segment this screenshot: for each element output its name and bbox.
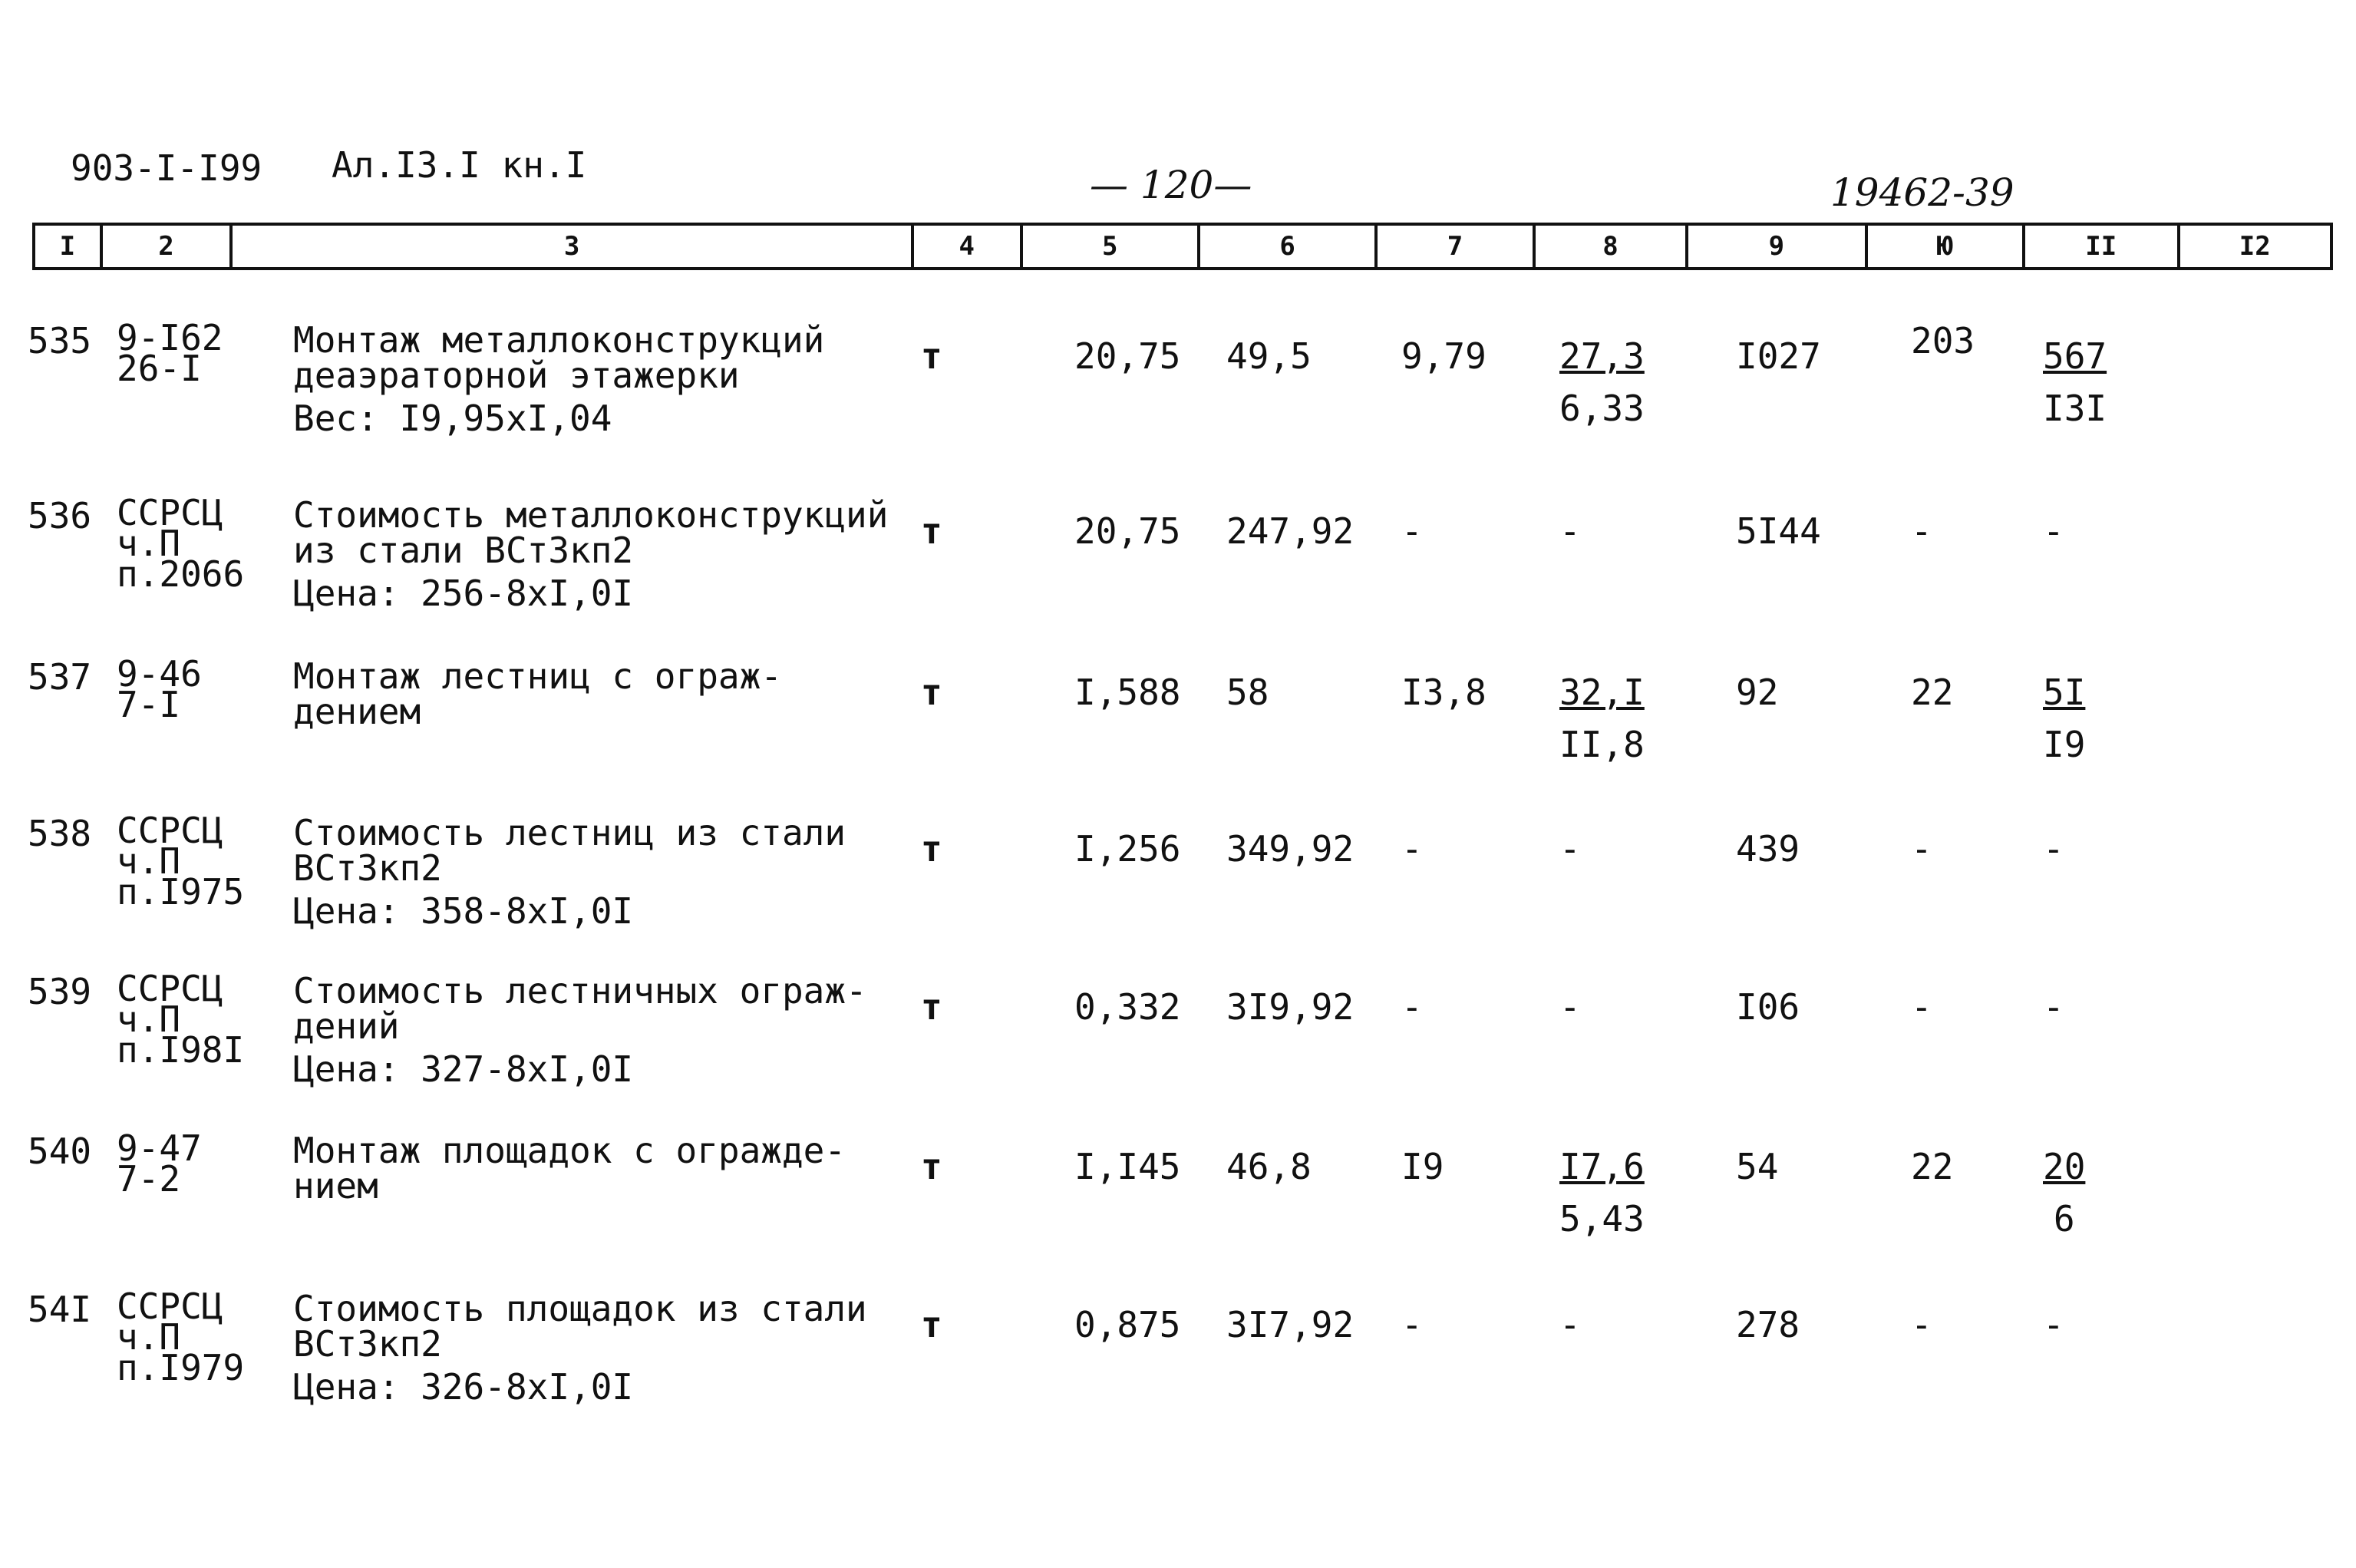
col-11-top: -	[2043, 986, 2064, 1028]
column-header-row	[32, 223, 2333, 270]
col-8-value	[1559, 1306, 1581, 1343]
col-8-bottom: 6,33	[1559, 388, 1645, 429]
document-code: 903-I-I99	[71, 147, 262, 189]
description-line: ВСт3кп2	[293, 1323, 442, 1365]
norm-code-line: 9-I62	[117, 317, 223, 358]
col-8-top: 32,I	[1559, 672, 1645, 713]
row-number: 536	[28, 495, 92, 536]
norm-code-line: п.I98I	[117, 1029, 245, 1071]
document-number: 19462-39	[1830, 170, 2014, 215]
col-11-top: -	[2043, 1304, 2064, 1345]
col-11-bottom: I3I	[2043, 388, 2107, 429]
description-line: дением	[293, 691, 421, 732]
col-8-value	[1559, 335, 1645, 429]
total-cost: I027	[1736, 335, 1821, 377]
norm-code	[117, 653, 202, 725]
col-8-top: -	[1559, 828, 1581, 870]
row-number: 538	[28, 813, 92, 854]
row-number: 54I	[28, 1289, 92, 1330]
quantity: 20,75	[1074, 510, 1181, 552]
description-line: Стоимость металлоконструкций	[293, 494, 889, 536]
work-description	[293, 655, 782, 732]
total-cost: 54	[1736, 1146, 1779, 1187]
norm-code-line: ССРСЦ	[117, 1286, 223, 1327]
work-description	[293, 812, 846, 932]
description-line: Стоимость площадок из стали	[293, 1288, 867, 1329]
column-header: Ю	[1868, 226, 2025, 267]
row-number: 537	[28, 656, 92, 698]
col-8-value	[1559, 1146, 1645, 1240]
description-line: ВСт3кп2	[293, 847, 442, 889]
col-7-value: -	[1401, 510, 1423, 552]
column-header: I2	[2239, 231, 2271, 262]
column-header: 7	[1378, 226, 1535, 267]
norm-code	[117, 492, 245, 595]
quantity: I,I45	[1074, 1146, 1181, 1187]
col-11-top: 20	[2043, 1146, 2086, 1187]
row-number: 539	[28, 971, 92, 1012]
description-line: нием	[293, 1165, 378, 1207]
col-11-value	[2043, 510, 2064, 552]
quantity: 20,75	[1074, 335, 1181, 377]
col-8-top: I7,6	[1559, 1146, 1645, 1187]
unit-cost: 247,92	[1226, 510, 1355, 552]
col-7-value: I3,8	[1401, 672, 1487, 713]
col-11-value	[2043, 674, 2085, 763]
col-10-value: 22	[1911, 1146, 1954, 1187]
description-line: дений	[293, 1005, 400, 1047]
norm-code-line: ч.П	[117, 523, 181, 564]
col-8-bottom: II,8	[1559, 724, 1645, 765]
col-10-value: -	[1911, 1304, 1932, 1345]
total-cost: 278	[1736, 1304, 1800, 1345]
col-11-value	[2043, 828, 2064, 870]
row-number: 535	[28, 320, 92, 361]
work-description	[293, 1130, 846, 1207]
norm-code	[117, 1127, 202, 1200]
col-8-top: -	[1559, 1304, 1581, 1345]
norm-code-line: п.I979	[117, 1347, 245, 1388]
col-10-value: 22	[1911, 672, 1954, 713]
unit-cost: 58	[1226, 672, 1269, 713]
norm-code-line: ч.П	[117, 840, 181, 882]
col-11-top: -	[2043, 828, 2064, 870]
col-8-bottom: 5,43	[1559, 1198, 1645, 1240]
unit: т	[921, 335, 942, 377]
col-8-value	[1559, 986, 1581, 1028]
quantity: I,588	[1074, 672, 1181, 713]
unit-cost: 49,5	[1226, 335, 1312, 377]
col-8-top: -	[1559, 510, 1581, 552]
quantity: 0,332	[1074, 986, 1181, 1028]
description-note: Цена: 327-8хI,0I	[293, 1048, 634, 1090]
col-11-value	[2043, 986, 2064, 1028]
column-header: 8	[1536, 226, 1688, 267]
description-line: Стоимость лестниц из стали	[293, 812, 846, 853]
unit-cost: 3I7,92	[1226, 1304, 1355, 1345]
col-11-value	[2043, 335, 2107, 429]
description-line: деаэраторной этажерки	[293, 355, 740, 396]
norm-code-line: 7-2	[117, 1158, 181, 1200]
norm-code-line: 7-I	[117, 684, 181, 725]
norm-code-line: ч.П	[117, 1316, 181, 1358]
row-number: 540	[28, 1131, 92, 1172]
description-line: из стали ВСт3кп2	[293, 530, 634, 571]
work-description	[293, 1288, 867, 1408]
description-line: Монтаж лестниц с ограж-	[293, 655, 782, 697]
col-7-value: -	[1401, 986, 1423, 1028]
description-line: Монтаж металлоконструкций	[293, 319, 825, 361]
column-header: 6	[1200, 226, 1378, 267]
work-description	[293, 970, 867, 1090]
album-reference: Ал.I3.I кн.I	[332, 144, 587, 186]
unit-cost: 46,8	[1226, 1146, 1312, 1187]
unit-cost: 349,92	[1226, 828, 1355, 870]
column-header: 3	[233, 226, 914, 267]
unit: т	[921, 510, 942, 552]
norm-code-line: 9-47	[117, 1127, 202, 1169]
norm-code	[117, 1286, 245, 1388]
col-10-value: -	[1911, 986, 1932, 1028]
total-cost: 92	[1736, 672, 1779, 713]
norm-code-line: п.I975	[117, 871, 245, 913]
col-7-value: I9	[1401, 1146, 1444, 1187]
col-8-value	[1559, 510, 1581, 552]
col-11-top: 567	[2043, 335, 2107, 377]
col-11-value	[2043, 1306, 2064, 1343]
column-header: 2	[103, 226, 233, 267]
norm-code-line: п.2066	[117, 553, 245, 595]
description-note: Цена: 358-8хI,0I	[293, 890, 634, 932]
col-11-value	[2043, 1146, 2086, 1240]
description-note: Вес: I9,95хI,04	[293, 398, 612, 439]
col-8-value	[1559, 674, 1645, 763]
description-line: Стоимость лестничных ограж-	[293, 970, 867, 1012]
unit-cost: 3I9,92	[1226, 986, 1355, 1028]
norm-code	[117, 810, 245, 913]
col-10-value: -	[1911, 828, 1932, 870]
col-10-value: -	[1911, 510, 1932, 552]
norm-code-line: 26-I	[117, 348, 202, 389]
norm-code-line: ССРСЦ	[117, 968, 223, 1009]
col-7-value: -	[1401, 1304, 1423, 1345]
column-header: 5	[1023, 226, 1200, 267]
unit: т	[921, 828, 942, 870]
work-description	[293, 319, 825, 439]
col-8-top: -	[1559, 986, 1581, 1028]
description-note: Цена: 326-8хI,0I	[293, 1366, 634, 1408]
col-11-top: -	[2043, 510, 2064, 552]
col-10-value: 203	[1911, 320, 1975, 361]
description-line: Монтаж площадок с огражде-	[293, 1130, 846, 1171]
unit: т	[921, 1146, 942, 1187]
column-header: 4	[914, 226, 1023, 267]
unit: т	[921, 672, 942, 713]
unit: т	[921, 1304, 942, 1345]
column-header: I	[35, 226, 103, 267]
col-11-bottom: I9	[2043, 724, 2086, 765]
norm-code	[117, 317, 223, 389]
column-header: 9	[1688, 226, 1867, 267]
total-cost: 5I44	[1736, 510, 1821, 552]
work-description	[293, 494, 889, 614]
norm-code-line: ч.П	[117, 999, 181, 1040]
description-note: Цена: 256-8хI,0I	[293, 573, 634, 614]
col-11-bottom: 6	[2053, 1198, 2075, 1240]
col-8-top: 27,3	[1559, 335, 1645, 377]
total-cost: 439	[1736, 828, 1800, 870]
unit: т	[921, 986, 942, 1028]
page-number: — 120—	[1090, 163, 1252, 207]
norm-code	[117, 968, 245, 1071]
norm-code-line: ССРСЦ	[117, 810, 223, 851]
col-11-top: 5I	[2043, 672, 2086, 713]
quantity: 0,875	[1074, 1304, 1181, 1345]
norm-code-line: ССРСЦ	[117, 492, 223, 533]
quantity: I,256	[1074, 828, 1181, 870]
col-7-value: 9,79	[1401, 335, 1487, 377]
col-8-value	[1559, 828, 1581, 870]
col-7-value: -	[1401, 828, 1423, 870]
norm-code-line: 9-46	[117, 653, 202, 695]
column-header: II	[2025, 226, 2179, 267]
total-cost: I06	[1736, 986, 1800, 1028]
